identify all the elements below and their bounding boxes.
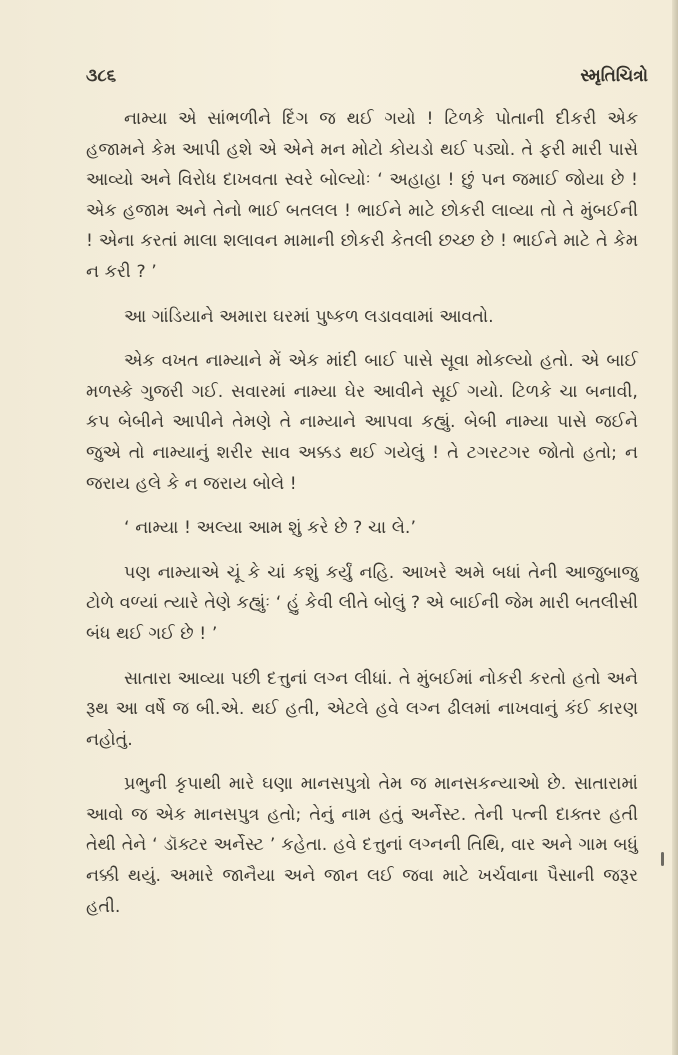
page-edge xyxy=(672,0,678,1055)
page-header xyxy=(86,66,648,96)
paragraph: ‘ નામ્યા ! અલ્યા આમ શું કરે છે ? ચા લે.’ xyxy=(124,518,417,539)
paragraph: એક વખત નામ્યાને મેં એક માંદી બાઈ પાસે સૂવા મોકલ્યો હતો. એ બાઈ મળસ્કે ગુજરી ગઈ. સવારમાં નામ્યા ઘેર આવીને સૂઈ ગયો. ટિળકે ચા બનાવી, કપ બેબીને આપીને તેમણે તે નામ્યાને આપવા કહ્યું. બેબી નામ્યા પાસે જઈને જુએ તો નામ્યાનું શરીર સાવ અક્કડ થઈ ગયેલું ! તે ટગરટગર જોતો હતો; ન જરાય હલે કે ન જરાય બોલે ! xyxy=(86,351,638,494)
page-number: ૩૮૬ xyxy=(86,66,117,86)
paragraph: પણ નામ્યાએ ચૂં કે ચાં કશું કર્યું નહિ. આખરે અમે બધાં તેની આજુબાજુ ટોળે વળ્યાં ત્યારે તેણે કહ્યુંઃ ‘ હું કેવી લીતે બોલું ? એ બાઈની જેમ મારી બતલીસી બંધ થઈ ગઈ છે ! ’ xyxy=(86,562,638,644)
paragraph: આ ગાંડિયાને અમારા ઘરમાં પુષ્કળ લડાવવામાં આવતો. xyxy=(124,306,494,327)
running-title: સ્મૃતિચિત્રો xyxy=(580,66,648,86)
ink-mark xyxy=(661,852,664,866)
paragraph: નામ્યા એ સાંભળીને દિંગ જ થઈ ગયો ! ટિળકે પોતાની દીકરી એક હજામને કેમ આપી હશે એ એને મન મોટો કોયડો થઈ પડ્યો. તે ફરી મારી પાસે આવ્યો અને વિરોધ દાખવતા સ્વરે બોલ્યોઃ ‘ અહાહા ! છું પન જમાઈ જોયા છે ! એક હજામ અને તેનો ભાઈ બતલલ ! ભાઈને માટે છોકરી લાવ્યા તો તે મુંબઈની ! એના કરતાં માલા શલાવન મામાની છોકરી કેતલી છચ્છ છે ! ભાઈને માટે તે કેમ ન કરી ? ’ xyxy=(86,109,638,282)
paragraph: સાતારા આવ્યા પછી દત્તુનાં લગ્ન લીધાં. તે મુંબઈમાં નોકરી કરતો હતો અને રૂથ આ વર્ષે જ બી.એ. થઈ હતી, એટલે હવે લગ્ન ઢીલમાં નાખવાનું કંઈ કારણ નહોતું. xyxy=(86,668,638,750)
paragraph: પ્રભુની કૃપાથી મારે ઘણા માનસપુત્રો તેમ જ માનસકન્યાઓ છે. સાતારામાં આવો જ એક માનસપુત્ર હતો; તેનું નામ હતું અર્નેસ્ટ. તેની પત્ની દાક્તર હતી તેથી તેને ‘ ડૉક્ટર અર્નેસ્ટ ’ કહેતા. હવે દત્તુનાં લગ્નની તિથિ, વાર અને ગામ બધું નક્કી થયું. અમારે જાનૈયા અને જાન લઈ જવા માટે ખર્ચવાના પૈસાની જરૂર હતી. xyxy=(86,774,638,917)
body-text xyxy=(86,104,638,922)
